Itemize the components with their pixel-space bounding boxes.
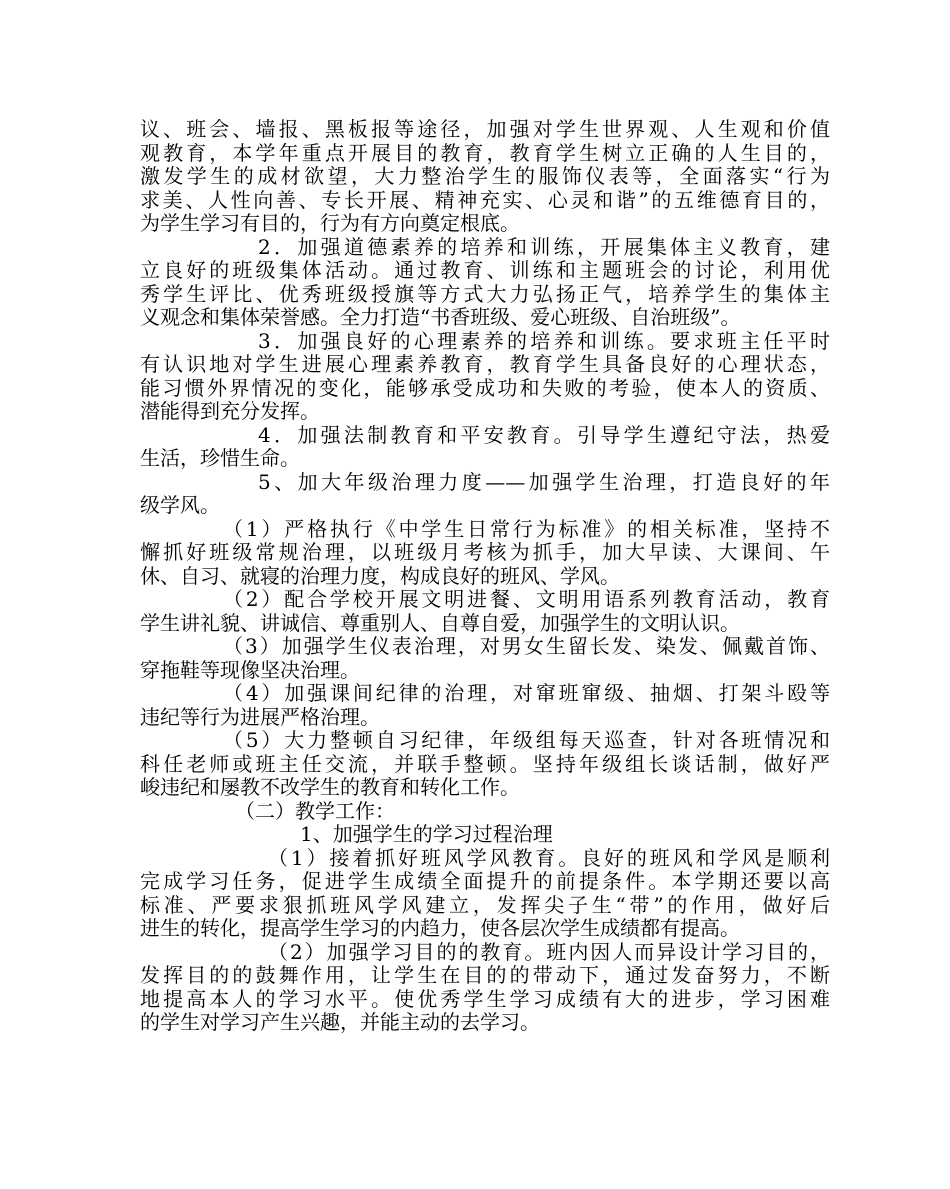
text-line: 立良好的班级集体活动。通过教育、训练和主题班会的讨论，利用优 xyxy=(140,258,830,282)
section-heading: （二）教学工作： xyxy=(235,798,395,823)
text-line: 穿拖鞋等现像坚决治理。 xyxy=(140,657,360,682)
text-line: 标准、严要求狠抓班风学风建立，发挥尖子生“带”的作用，做好后 xyxy=(140,892,830,917)
text-line: （1）接着抓好班风学风教育。良好的班风和学风是顺利 xyxy=(268,845,830,870)
text-line: （1）严格执行《中学生日常行为标准》的相关标准，坚持不 xyxy=(223,516,830,541)
text-line: 科任老师或班主任交流，并联手整顿。坚持年级组长谈话制，做好严 xyxy=(140,751,830,776)
text-line: 进生的转化，提高学生学习的内趋力，使各层次学生成绩都有提高。 xyxy=(140,916,740,940)
text-line: 完成学习任务，促进学生成绩全面提升的前提条件。本学期还要以高 xyxy=(140,869,830,893)
text-line: 峻违纪和屡教不改学生的教育和转化工作。 xyxy=(140,775,520,799)
text-line: 求美、人性向善、专长开展、精神充实、心灵和谐”的五维德育目的， xyxy=(140,187,830,212)
text-line: 的学生对学习产生兴趣，并能主动的去学习。 xyxy=(140,1010,540,1034)
subsection-heading: 1、加强学生的学习过程治理 xyxy=(300,822,553,846)
text-line: 级学风。 xyxy=(140,493,220,517)
text-line: （5）大力整顿自习纪律，年级组每天巡查，针对各班情况和 xyxy=(223,728,830,752)
text-line: （4）加强课间纪律的治理，对窜班窜级、抽烟、打架斗殴等 xyxy=(223,681,830,705)
text-line: 3．加强良好的心理素养的培养和训练。要求班主任平时 xyxy=(258,328,830,353)
text-line: 有认识地对学生进展心理素养教育，教育学生具备良好的心理状态， xyxy=(140,352,830,376)
text-line: 生活，珍惜生命。 xyxy=(140,446,300,470)
text-line: 违纪等行为进展严格治理。 xyxy=(140,704,380,729)
text-line: （2）配合学校开展文明进餐、文明用语系列教育活动，教育 xyxy=(223,587,830,611)
text-line: 懈抓好班级常规治理，以班级月考核为抓手，加大早读、大课间、午 xyxy=(140,540,830,564)
text-line: 潜能得到充分发挥。 xyxy=(140,399,320,423)
text-line: 发挥目的的鼓舞作用，让学生在目的的带动下，通过发奋努力，不断 xyxy=(140,963,830,987)
text-line: 休、自习、就寝的治理力度，构成良好的班风、学风。 xyxy=(140,563,620,588)
text-line: 地提高本人的学习水平。使优秀学生学习成绩有大的进步，学习困难 xyxy=(140,986,830,1011)
text-line: 观教育，本学年重点开展目的教育，教育学生树立正确的人生目的， xyxy=(140,140,830,165)
text-line: 义观念和集体荣誉感。全力打造“书香班级、爱心班级、自治班级”。 xyxy=(140,305,741,329)
text-line: 5、加大年级治理力度——加强学生治理，打造良好的年 xyxy=(258,469,830,494)
text-line: 能习惯外界情况的变化，能够承受成功和失败的考验，使本人的资质、 xyxy=(140,375,830,400)
text-line: 激发学生的成材欲望，大力整治学生的服饰仪表等，全面落实“行为 xyxy=(140,164,830,188)
text-line: 学生讲礼貌、讲诚信、尊重别人、自尊自爱，加强学生的文明认识。 xyxy=(140,610,740,635)
text-line: （3）加强学生仪表治理，对男女生留长发、染发、佩戴首饰、 xyxy=(223,634,830,658)
text-line: 为学生学习有目的，行为有方向奠定根底。 xyxy=(140,211,520,235)
text-line: 4．加强法制教育和平安教育。引导学生遵纪守法，热爱 xyxy=(258,422,830,447)
text-line: （2）加强学习目的的教育。班内因人而异设计学习目的， xyxy=(268,939,830,964)
document-body xyxy=(140,118,830,1035)
text-line: 2．加强道德素养的培养和训练，开展集体主义教育，建 xyxy=(258,234,830,259)
text-line: 秀学生评比、优秀班级授旗等方式大力弘扬正气，培养学生的集体主 xyxy=(140,281,830,306)
text-line: 议、班会、墙报、黑板报等途径，加强对学生世界观、人生观和价值 xyxy=(140,117,830,141)
